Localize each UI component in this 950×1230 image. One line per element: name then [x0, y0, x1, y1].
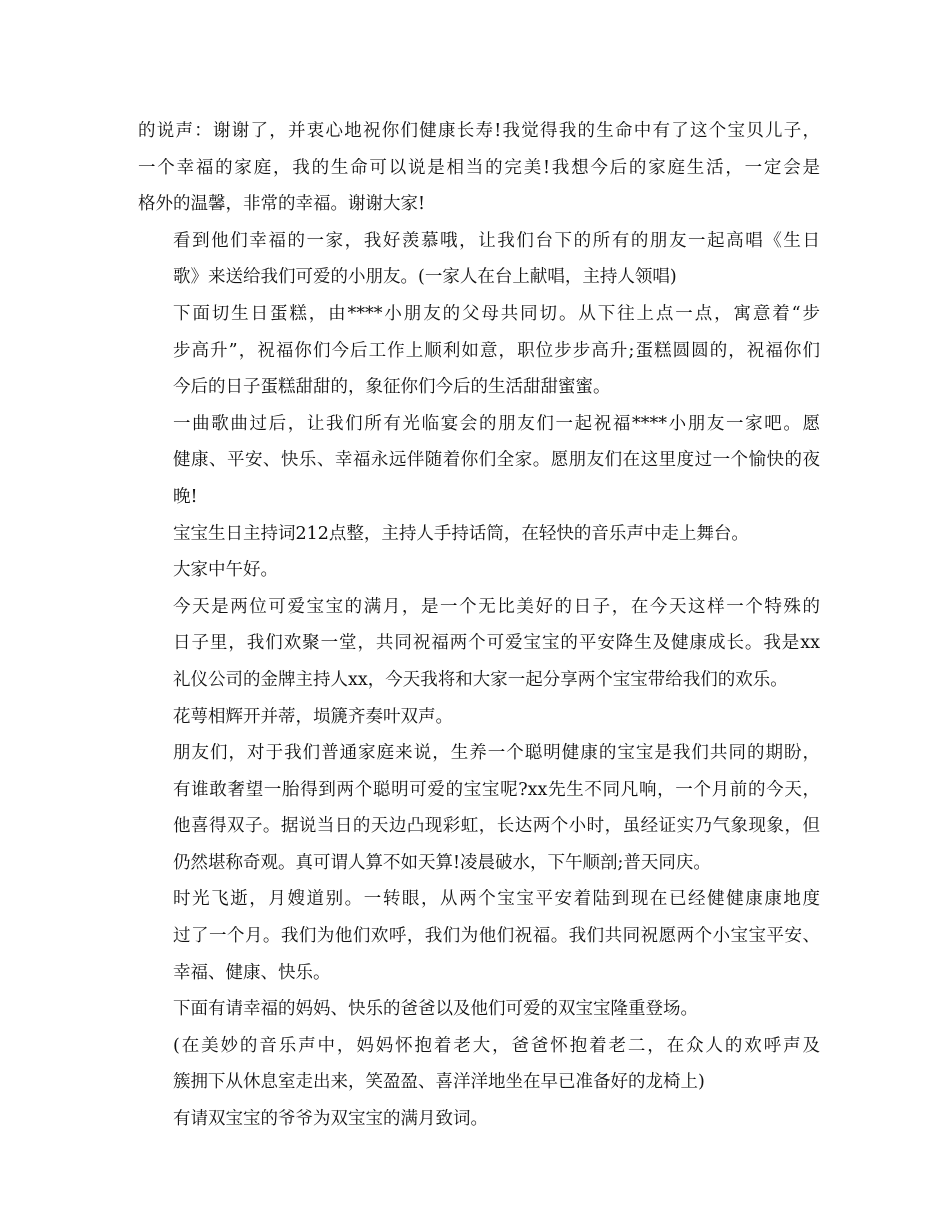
- paragraph: [138, 699, 820, 736]
- text-line: 歌》来送给我们可爱的小朋友。(一家人在台上献唱，主持人领唱): [173, 267, 677, 288]
- text-line: 健康、平安、快乐、幸福永远伴随着你们全家。愿朋友们在这里度过一个愉快的夜: [173, 450, 820, 471]
- text-line: 宝宝生日主持词212点整，主持人手持话筒，在轻快的音乐声中走上舞台。: [173, 523, 749, 544]
- paragraph: [138, 516, 820, 553]
- text-line: 幸福、健康、快乐。: [173, 962, 331, 983]
- text-line: 花萼相辉开并蒂，埙篪齐奏叶双声。: [173, 706, 453, 727]
- text-line: (在美妙的音乐声中，妈妈怀抱着老大，爸爸怀抱着老二，在众人的欢呼声及: [173, 1035, 820, 1056]
- paragraph: [138, 1101, 820, 1138]
- text-line: 步高升”，祝福你们今后工作上顺利如意，职位步步高升;蛋糕圆圆的，祝福你们: [173, 340, 820, 361]
- paragraph: [138, 991, 820, 1028]
- paragraph: [138, 296, 820, 406]
- text-line: 的说声：谢谢了，并衷心地祝你们健康长寿!我觉得我的生命中有了这个宝贝儿子，: [138, 121, 820, 141]
- text-line: 大家中午好。: [173, 560, 278, 581]
- text-line: 朋友们，对于我们普通家庭来说，生养一个聪明健康的宝宝是我们共同的期盼，: [173, 743, 820, 764]
- text-line: 有请双宝宝的爷爷为双宝宝的满月致词。: [173, 1109, 488, 1130]
- paragraph: [138, 735, 820, 881]
- text-line: 今天是两位可爱宝宝的满月，是一个无比美好的日子，在今天这样一个特殊的: [173, 596, 820, 617]
- text-line: 过了一个月。我们为他们欢呼，我们为他们祝福。我们共同祝愿两个小宝宝平安、: [173, 926, 820, 947]
- paragraph: [138, 113, 820, 223]
- text-line: 一曲歌曲过后，让我们所有光临宴会的朋友们一起祝福****小朋友一家吧。愿: [173, 413, 820, 434]
- text-line: 簇拥下从休息室走出来，笑盈盈、喜洋洋地坐在早已准备好的龙椅上): [173, 1072, 705, 1093]
- text-line: 他喜得双子。据说当日的天边凸现彩虹，长达两个小时，虽经证实乃气象现象，但: [173, 816, 820, 837]
- text-line: 礼仪公司的金牌主持人xx，今天我将和大家一起分享两个宝宝带给我们的欢乐。: [173, 669, 788, 690]
- paragraph: [138, 406, 820, 516]
- paragraph: [138, 552, 820, 589]
- text-line: 今后的日子蛋糕甜甜的，象征你们今后的生活甜甜蜜蜜。: [173, 377, 611, 398]
- text-line: 仍然堪称奇观。真可谓人算不如天算!凌晨破水，下午顺剖;普天同庆。: [173, 852, 711, 873]
- text-line: 下面切生日蛋糕，由****小朋友的父母共同切。从下往上点一点，寓意着“步: [173, 303, 820, 324]
- text-line: 一个幸福的家庭，我的生命可以说是相当的完美!我想今后的家庭生活，一定会是: [138, 157, 820, 178]
- document-body: [138, 113, 820, 1138]
- text-line: 晚!: [173, 486, 198, 507]
- paragraph: [138, 1028, 820, 1101]
- paragraph: [138, 881, 820, 991]
- paragraph: [138, 589, 820, 699]
- text-line: 时光飞逝，月嫂道别。一转眼，从两个宝宝平安着陆到现在已经健健康康地度: [173, 889, 820, 910]
- text-line: 格外的温馨，非常的幸福。谢谢大家!: [138, 194, 426, 215]
- text-line: 有谁敢奢望一胎得到两个聪明可爱的宝宝呢?xx先生不同凡响，一个月前的今天，: [173, 779, 820, 800]
- text-line: 看到他们幸福的一家，我好羡慕哦，让我们台下的所有的朋友一起高唱《生日: [173, 230, 820, 251]
- text-line: 日子里，我们欢聚一堂，共同祝福两个可爱宝宝的平安降生及健康成长。我是xx: [173, 633, 820, 654]
- paragraph: [138, 223, 820, 296]
- text-line: 下面有请幸福的妈妈、快乐的爸爸以及他们可爱的双宝宝隆重登场。: [173, 999, 698, 1020]
